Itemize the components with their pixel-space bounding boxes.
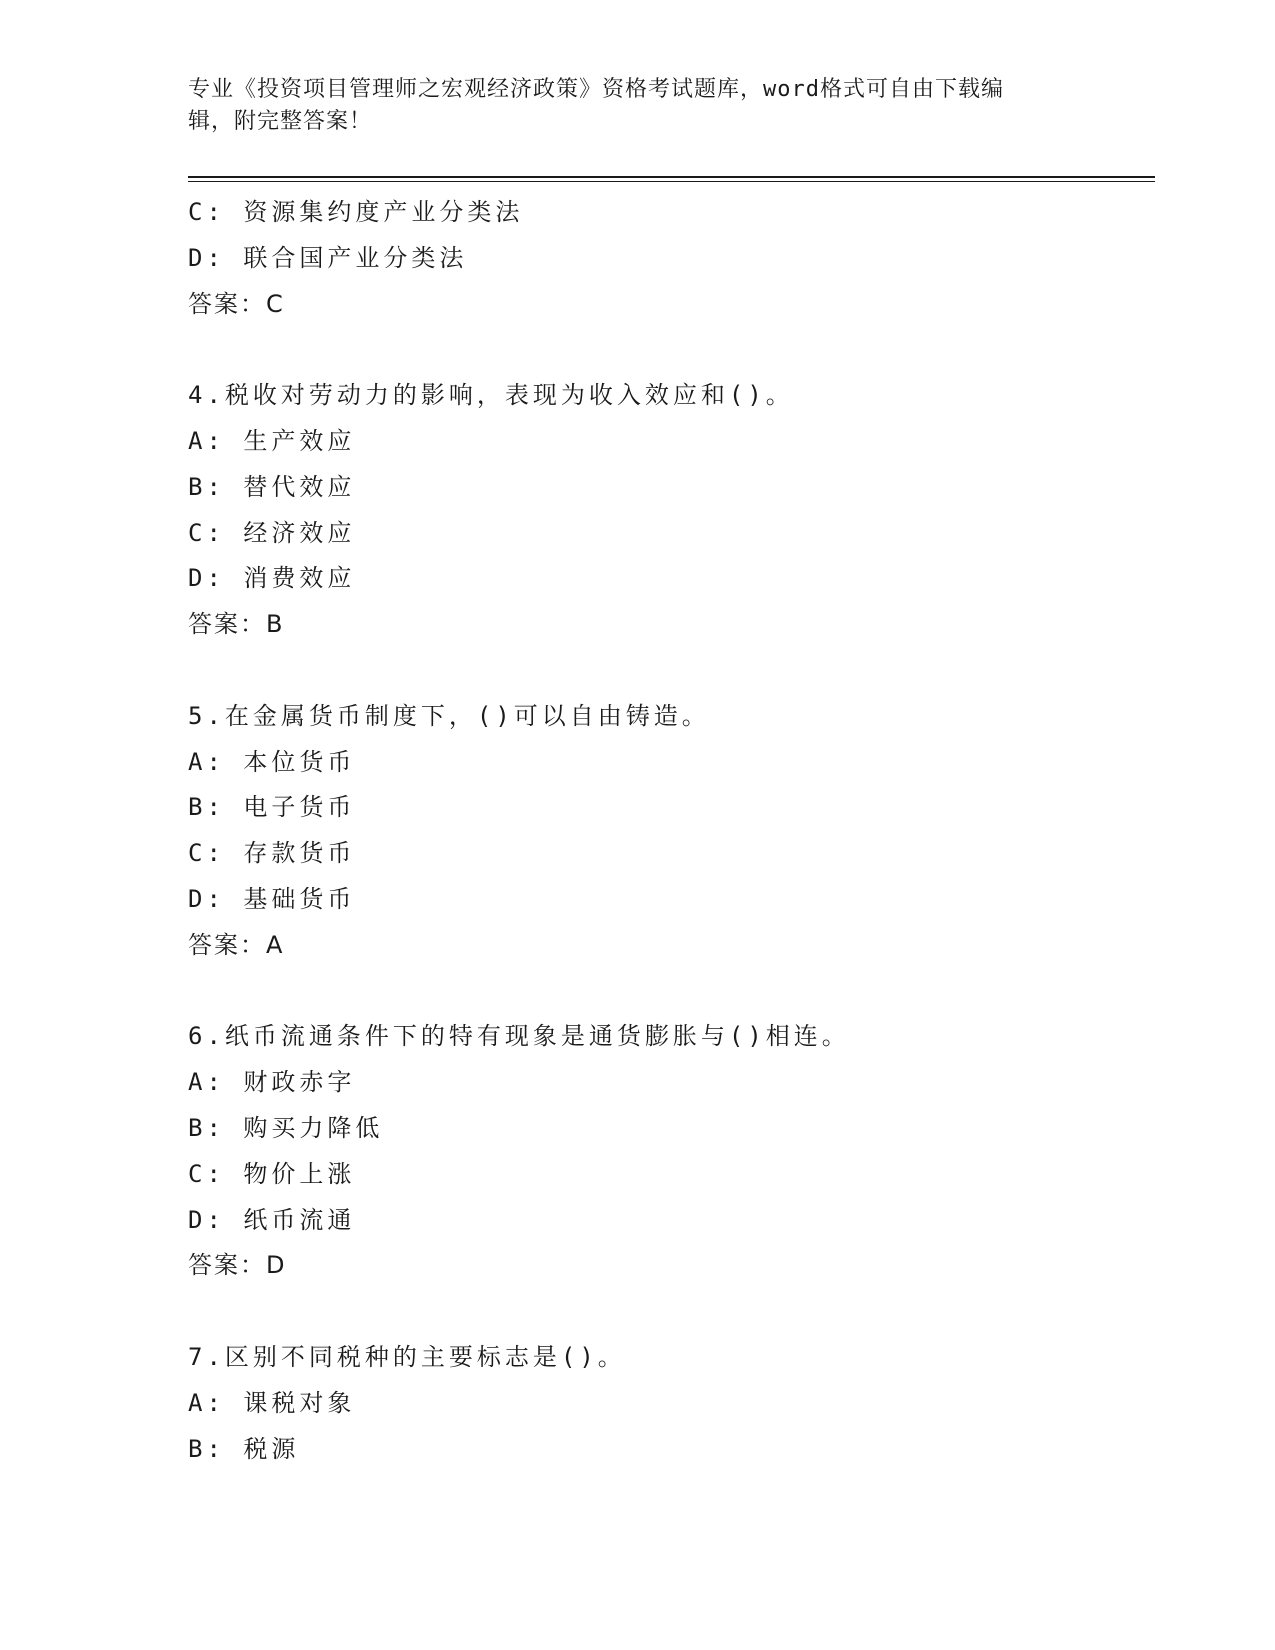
answer-option: C: 经济效应 — [188, 518, 356, 547]
block-spacer — [188, 1289, 1148, 1335]
header-line-1: 专业《投资项目管理师之宏观经济政策》资格考试题库，word格式可自由下载编 — [188, 77, 1004, 102]
header-rule-thick — [188, 176, 1155, 178]
answer-option: C: 物价上涨 — [188, 1159, 356, 1188]
document-header — [188, 74, 1088, 138]
answer-option: B: 购买力降低 — [188, 1113, 384, 1142]
question-stem: 5.在金属货币制度下，()可以自由铸造。 — [188, 701, 710, 730]
answer-key: 答案：A — [188, 930, 285, 959]
answer-option: D: 基础货币 — [188, 884, 356, 913]
answer-option: B: 税源 — [188, 1434, 300, 1463]
question-stem: 6.纸币流通条件下的特有现象是通货膨胀与()相连。 — [188, 1022, 850, 1051]
block-spacer — [188, 969, 1148, 1015]
answer-option: B: 替代效应 — [188, 472, 356, 501]
answer-option: D: 纸币流通 — [188, 1205, 356, 1234]
header-rule-thin — [188, 181, 1155, 182]
answer-option: B: 电子货币 — [188, 793, 356, 822]
answer-key: 答案：B — [188, 610, 285, 639]
answer-option: C: 存款货币 — [188, 839, 356, 868]
question-stem: 7.区别不同税种的主要标志是()。 — [188, 1342, 626, 1371]
answer-option: D: 消费效应 — [188, 564, 356, 593]
answer-option: A: 财政赤字 — [188, 1068, 356, 1097]
answer-option: D: 联合国产业分类法 — [188, 243, 468, 272]
block-spacer — [188, 327, 1148, 373]
answer-key: 答案：C — [188, 289, 285, 318]
answer-option: A: 本位货币 — [188, 747, 356, 776]
block-spacer — [188, 648, 1148, 694]
answer-key: 答案：D — [188, 1251, 287, 1280]
answer-option: C: 资源集约度产业分类法 — [188, 198, 524, 226]
question-stem: 4.税收对劳动力的影响，表现为收入效应和()。 — [188, 381, 794, 410]
question-list — [188, 190, 1148, 1472]
header-line-2: 辑，附完整答案！ — [188, 109, 373, 134]
answer-option: A: 生产效应 — [188, 426, 356, 455]
answer-option: A: 课税对象 — [188, 1388, 356, 1417]
